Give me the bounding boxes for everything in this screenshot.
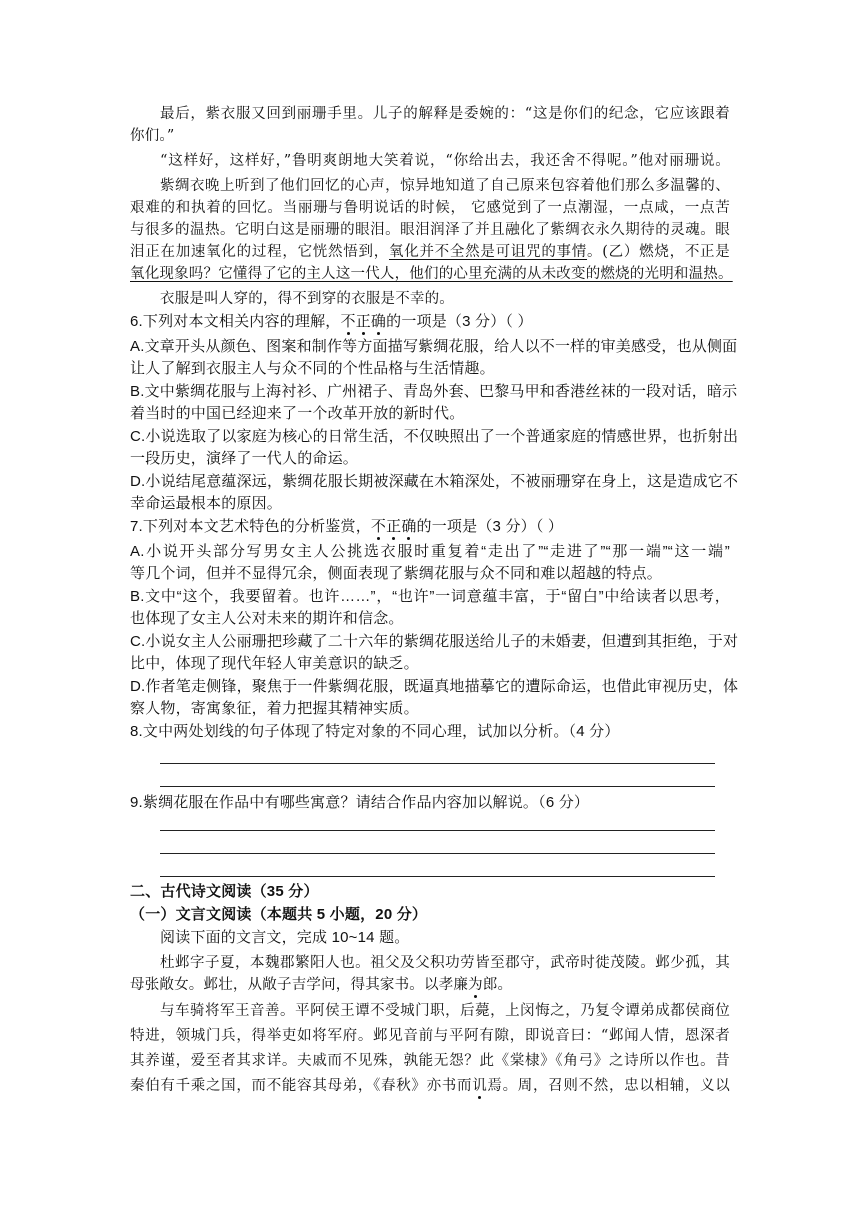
emphasis-char: 确 bbox=[401, 518, 417, 535]
option-d: D.小说结尾意蕴深远，紫绸花服长期被深藏在木箱深处，不被丽珊穿在身上，这是造成它不 bbox=[130, 473, 739, 490]
emphasis-char: 为 bbox=[468, 977, 483, 993]
option-b: B.文中“这个，我要留着。也许……”，“也许”一词意蕴丰富，于“留白”中给读者以思考， bbox=[130, 588, 730, 605]
emphasis-char: 不 bbox=[340, 313, 356, 330]
option-d: D.作者笔走侧锋，聚焦于一件紫绸花服，既逼真地描摹它的遭际命运，也借此审视历史，体 bbox=[130, 678, 739, 695]
classical-line: 特进，领城门兵，得举吏如将军府。邺见音前与平阿有隙，即说音曰：“邺闻人情，恩深者 bbox=[130, 1028, 730, 1044]
passage-text: 。(乙）燃烧，不正是 bbox=[587, 244, 730, 260]
passage-line: 艰难的和执着的回忆。当丽珊与鲁明说话的时候， 它感觉到了一点潮湿，一点咸，一点苦 bbox=[130, 200, 730, 216]
option-c: C.小说选取了以家庭为核心的日常生活，不仅映照出了一个普通家庭的情感世界，也折射出 bbox=[130, 428, 739, 445]
option-d-cont: 幸命运最根本的原因。 bbox=[130, 495, 283, 512]
question-7-stem bbox=[130, 516, 730, 538]
classical-line: 其养谨，爱至者其求详。夫戚而不见殊，孰能无怨？此《棠棣》《角弓》之诗所以作也。昔 bbox=[130, 1053, 730, 1069]
emphasis-char: 正 bbox=[386, 518, 402, 535]
answer-line[interactable] bbox=[160, 853, 715, 854]
option-a: A.文章开头从颜色、图案和制作等方面描写紫绸花服，给人以不一样的审美感受，也从侧面 bbox=[130, 338, 738, 355]
option-b-cont: 也体现了女主人公对未来的期许和信念。 bbox=[130, 610, 404, 627]
option-c: C.小说女主人公丽珊把珍藏了二十六年的紫绸花服送给儿子的未婚妻，但遭到其拒绝，于对 bbox=[130, 633, 739, 650]
answer-line[interactable] bbox=[160, 830, 715, 831]
question-9-stem: 9.紫绸花服在作品中有哪些寓意？请结合作品内容加以解说。（6 分） bbox=[130, 794, 590, 811]
option-c-cont: 一段历史，演绎了一代人的命运。 bbox=[130, 450, 359, 467]
option-a-cont: 让人了解到衣服主人与众不同的个性品格与生活情趣。 bbox=[130, 360, 495, 377]
option-b: B.文中紫绸花服与上海衬衫、广州裙子、青岛外套、巴黎马甲和香港丝袜的一段对话，暗示 bbox=[130, 383, 738, 400]
emphasis-char: 讥 bbox=[472, 1078, 488, 1094]
passage-line bbox=[130, 263, 733, 285]
passage-line: 紫绸衣晚上听到了他们回忆的心声，惊异地知道了自己原来包容着他们那么多温馨的、 bbox=[160, 178, 730, 194]
stem-text: 的一项是（3 分）（ ） bbox=[416, 518, 564, 535]
underlined-sentence-1: 氧化并不全然是可诅咒的事情 bbox=[388, 244, 588, 260]
stem-text: 的一项是（3 分）（ ） bbox=[386, 313, 533, 330]
subsection-heading: （一）文言文阅读（本题共 5 小题，20 分） bbox=[130, 906, 428, 923]
option-d-cont: 察人物，寄寓象征，着力把握其精神实质。 bbox=[130, 700, 419, 717]
option-b-cont: 着当时的中国已经迎来了一个改革开放的新时代。 bbox=[130, 405, 465, 422]
underlined-sentence-2: 氧化现象吗？它懂得了它的主人这一代人，他们的心里充满的从未改变的燃烧的光明和温热。 bbox=[130, 266, 733, 282]
passage-line: 与很多的温热。它明白这是丽珊的眼泪。眼泪润泽了并且融化了紫绸衣永久期待的灵魂。眼 bbox=[130, 222, 730, 238]
option-a: A.小说开头部分写男女主人公挑选衣服时重复着“走出了”“走进了”“那一端”“这一端” bbox=[130, 543, 730, 560]
section-heading: 二、古代诗文阅读（35 分） bbox=[130, 883, 319, 900]
answer-line[interactable] bbox=[160, 786, 715, 787]
passage-line: 最后，紫衣服又回到丽珊手里。儿子的解释是委婉的：“这是你们的纪念，它应该跟着 bbox=[160, 106, 730, 122]
reading-instruction: 阅读下面的文言文，完成 10~14 题。 bbox=[160, 929, 410, 946]
passage-text: 泪正在加速氧化的过程，它恍然悟到， bbox=[130, 244, 389, 260]
emphasis-char: 确 bbox=[370, 313, 387, 330]
classical-line: 杜邺字子夏，本魏郡繁阳人也。祖父及父积功劳皆至郡守，武帝时徙茂陵。邺少孤，其 bbox=[160, 955, 730, 971]
question-8-stem: 8.文中两处划线的句子体现了特定对象的不同心理，试加以分析。（4 分） bbox=[130, 723, 620, 740]
stem-text: 6.下列对本文相关内容的理解， bbox=[130, 313, 341, 330]
classical-text: 郎。 bbox=[482, 977, 513, 993]
passage-line: “这样好，这样好，”鲁明爽朗地大笑着说，“你给出去，我还舍不得呢。”他对丽珊说。 bbox=[160, 153, 730, 169]
option-c-cont: 比中，体现了现代年轻人审美意识的缺乏。 bbox=[130, 655, 419, 672]
emphasis-char: 不 bbox=[370, 518, 387, 535]
answer-line[interactable] bbox=[160, 763, 715, 764]
emphasis-char: 正 bbox=[355, 313, 371, 330]
stem-text: 7.下列对本文艺术特色的分析鉴赏， bbox=[130, 518, 371, 535]
passage-line bbox=[130, 241, 730, 263]
passage-line: 你们。” bbox=[130, 128, 175, 144]
classical-line bbox=[130, 974, 730, 996]
classical-text: 母张敞女。邺壮，从敞子吉学问，得其家书。以孝廉 bbox=[130, 977, 469, 993]
question-6-stem bbox=[130, 311, 730, 333]
classical-text: 秦伯有千乘之国，而不能容其母弟，《春秋》亦书而 bbox=[130, 1078, 473, 1094]
answer-line[interactable] bbox=[160, 876, 715, 877]
passage-line: 衣服是叫人穿的，得不到穿的衣服是不幸的。 bbox=[160, 291, 454, 307]
classical-line: 与车骑将军王音善。平阿侯王谭不受城门职，后薨，上闵悔之，乃复令谭弟成都侯商位 bbox=[160, 1003, 730, 1019]
classical-text: 焉。周，召则不然，忠以相辅，义以 bbox=[487, 1078, 731, 1094]
option-a-cont: 等几个词，但并不显得冗余，侧面表现了紫绸花服与众不同和难以超越的特点。 bbox=[130, 565, 663, 582]
classical-line bbox=[130, 1075, 730, 1097]
